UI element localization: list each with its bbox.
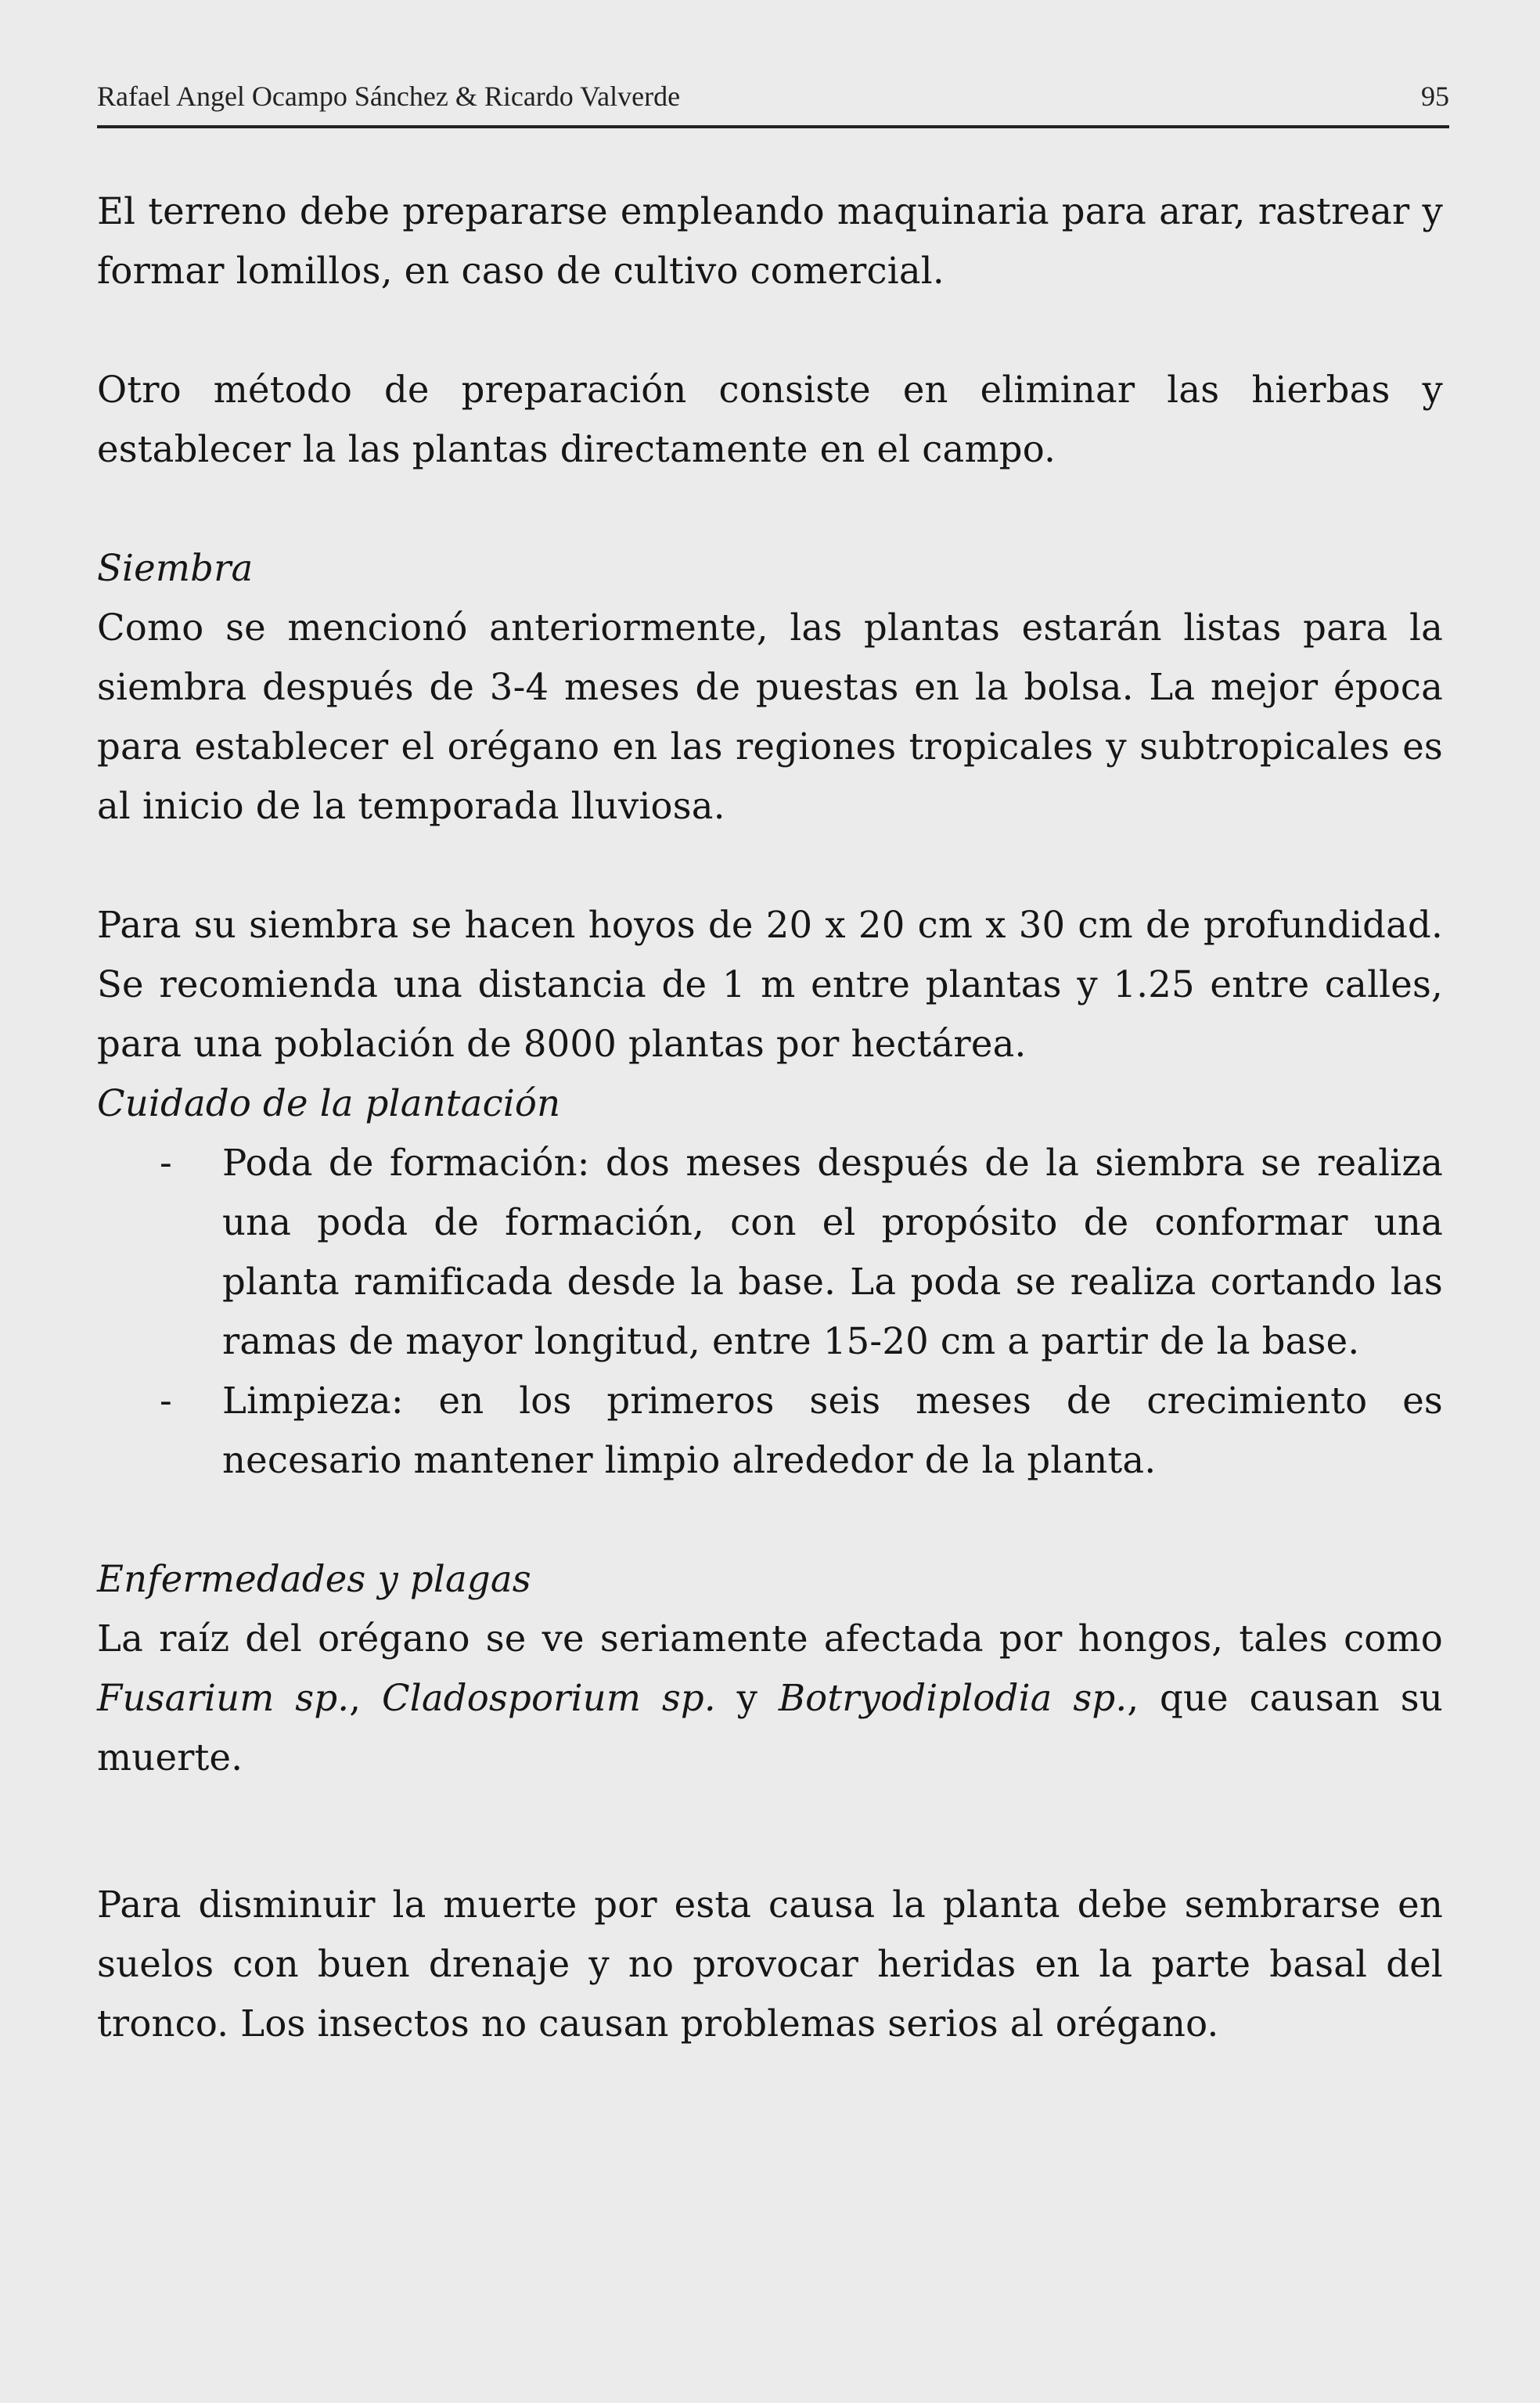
species-fusarium: Fusarium sp. xyxy=(97,1677,350,1719)
list-dash: - xyxy=(160,1142,172,1184)
paragraph-siembra-1: Como se mencionó anteriormente, las plantas estarán listas para la siembra después de 3-4 meses de puestas en la bolsa. La mejor época para establecer el orégano en las regiones tropicales y subtropicales es al inicio de la temporada lluviosa. xyxy=(97,606,1443,827)
text-run: , xyxy=(349,1677,383,1719)
list-item xyxy=(97,1133,1443,1371)
heading-cuidado: Cuidado de la plantación xyxy=(97,1082,561,1124)
header-authors: Rafael Angel Ocampo Sánchez & Ricardo Valverde xyxy=(97,81,681,112)
text-run: , que causan su muerte. xyxy=(97,1677,1444,1779)
page-body xyxy=(97,182,1443,2053)
header-rule xyxy=(97,125,1449,128)
text-run: y xyxy=(715,1677,779,1719)
paragraph-terreno: El terreno debe prepararse empleando maquinaria para arar, rastrear y formar lomillos, en caso de cultivo comercial. xyxy=(97,190,1443,292)
list-dash: - xyxy=(160,1380,172,1422)
list-item-text: Limpieza: en los primeros seis meses de crecimiento es necesario mantener limpio alrededor de la planta. xyxy=(222,1380,1443,1481)
species-cladosporium: Cladosporium sp. xyxy=(382,1677,716,1719)
running-header xyxy=(97,75,1449,114)
paragraph-enfermedades-1 xyxy=(97,1609,1443,1787)
paragraph-otro-metodo: Otro método de preparación consiste en eliminar las hierbas y establecer la las plantas directamente en el campo. xyxy=(97,369,1443,470)
list-item-text: Poda de formación: dos meses después de la siembra se realiza una poda de formación, con el propósito de conformar una planta ramificada desde la base. La poda se realiza cortando las ramas de mayor longitud, entre 15-20 cm a partir de la base. xyxy=(222,1142,1443,1362)
paragraph-siembra-2: Para su siembra se hacen hoyos de 20 x 20 cm x 30 cm de profundidad. Se recomienda una distancia de 1 m entre plantas y 1.25 entre calles, para una población de 8000 plantas por hectárea. xyxy=(97,904,1443,1065)
list-item xyxy=(97,1371,1443,1490)
text-run: La raíz del orégano se ve seriamente afectada por hongos, tales como xyxy=(97,1617,1443,1660)
cuidado-list xyxy=(97,1133,1443,1490)
paragraph-enfermedades-2: Para disminuir la muerte por esta causa la planta debe sembrarse en suelos con buen drenaje y no provocar heridas en la parte basal del tronco. Los insectos no causan problemas serios al orégano. xyxy=(97,1883,1443,2045)
species-botryodiplodia: Botryodiplodia sp. xyxy=(778,1677,1128,1719)
heading-siembra: Siembra xyxy=(97,547,254,589)
heading-enfermedades: Enfermedades y plagas xyxy=(97,1558,531,1600)
page-number: 95 xyxy=(1421,81,1449,112)
